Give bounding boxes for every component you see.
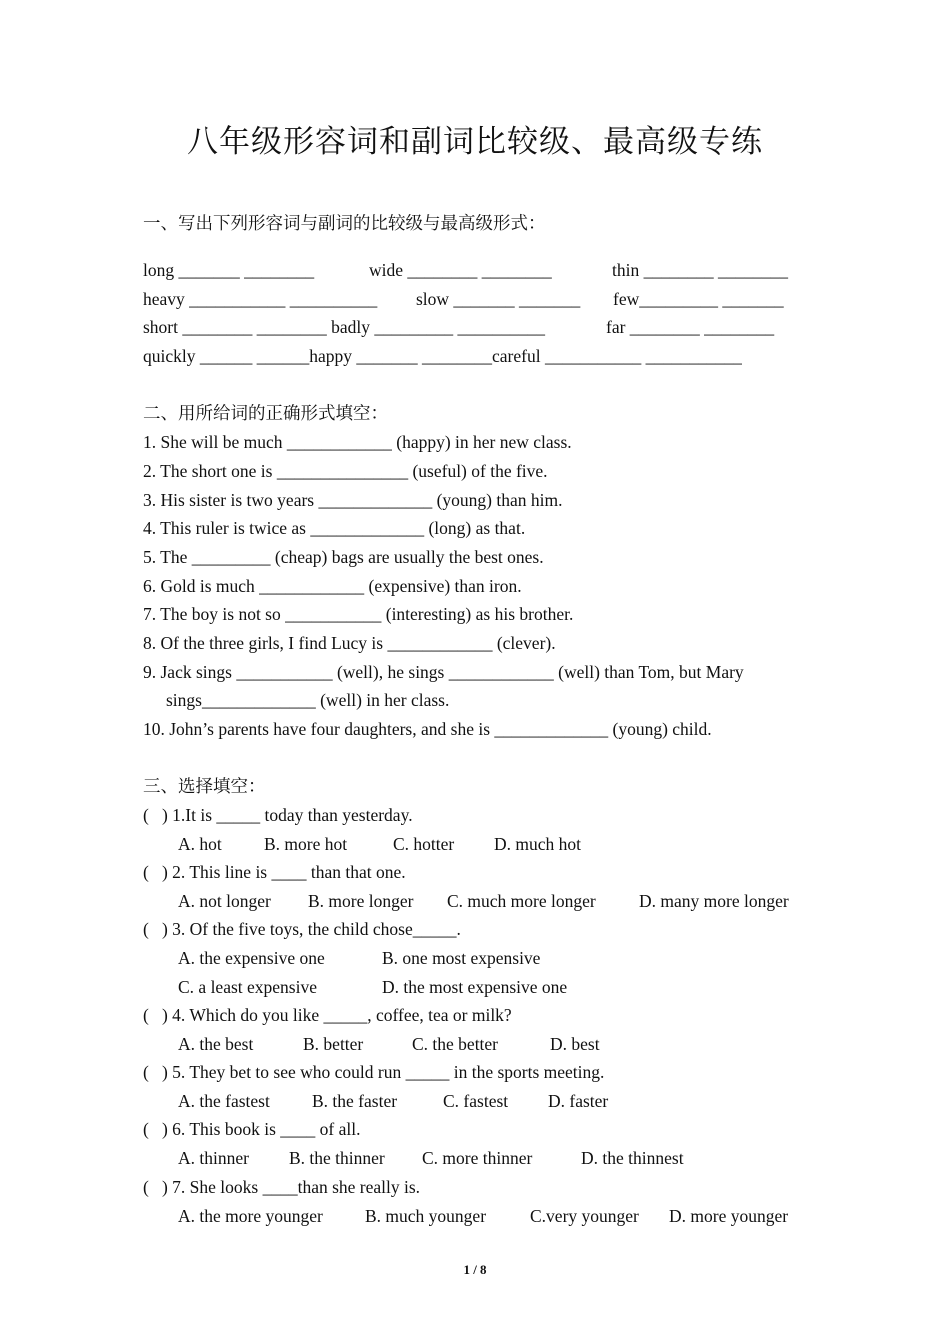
option: D. many more longer [639,891,789,911]
word-row: wide ________ ________ [369,260,552,280]
option: A. the more younger [178,1206,323,1226]
page-title: 八年级形容词和副词比较级、最高级专练 [187,124,763,159]
word-row: far ________ ________ [606,317,775,337]
question-stem: ( ) 5. They bet to see who could run _____ in the sports meeting. [143,1062,605,1082]
fill-item: 2. The short one is _______________ (useful) of the five. [143,461,548,481]
fill-item: 5. The _________ (cheap) bags are usually the best ones. [143,547,544,567]
section-heading: 三、选择填空： [143,776,266,796]
option: C.very younger [530,1206,639,1226]
option: D. much hot [494,834,582,854]
word-row: long _______ ________ [143,260,315,280]
question-stem: ( ) 3. Of the five toys, the child chose_____. [143,919,461,939]
option: A. the best [178,1034,254,1054]
option: C. more thinner [422,1148,533,1168]
option: C. fastest [443,1091,509,1111]
option: C. much more longer [447,891,596,911]
option: A. the expensive one [178,948,325,968]
question-stem: ( ) 2. This line is ____ than that one. [143,862,406,882]
option: A. the fastest [178,1091,270,1111]
word-row: slow _______ _______ [416,289,581,309]
option: D. faster [548,1091,609,1111]
word-row: short ________ ________ badly _________ __________ [143,317,546,337]
option: B. more hot [264,834,348,854]
question-stem: ( ) 1.It is _____ today than yesterday. [143,805,413,825]
option: B. one most expensive [382,948,541,968]
option: D. more younger [669,1206,789,1226]
question-stem: ( ) 4. Which do you like _____, coffee, tea or milk? [143,1005,512,1025]
fill-item-continuation: sings_____________ (well) in her class. [166,690,450,710]
option: B. the thinner [289,1148,385,1168]
fill-item: 3. His sister is two years _____________ (young) than him. [143,490,563,510]
option: B. better [303,1034,364,1054]
page-number: 1 / 8 [463,1262,487,1277]
fill-item: 6. Gold is much ____________ (expensive) than iron. [143,576,522,596]
word-row: heavy ___________ __________ [143,289,378,309]
option: A. hot [178,834,222,854]
fill-item: 1. She will be much ____________ (happy) in her new class. [143,432,572,452]
option: D. the most expensive one [382,977,568,997]
word-row: thin ________ ________ [612,260,788,280]
option: B. more longer [308,891,414,911]
word-row: few_________ _______ [613,289,784,309]
section-heading: 一、写出下列形容词与副词的比较级与最高级形式： [143,213,546,233]
fill-item: 9. Jack sings ___________ (well), he sings ____________ (well) than Tom, but Mary [143,662,744,682]
option: A. not longer [178,891,271,911]
fill-item: 10. John’s parents have four daughters, and she is _____________ (young) child. [143,719,712,739]
option: C. hotter [393,834,455,854]
option: D. the thinnest [581,1148,684,1168]
question-stem: ( ) 7. She looks ____than she really is. [143,1177,421,1197]
option: C. the better [412,1034,499,1054]
fill-item: 8. Of the three girls, I find Lucy is ____________ (clever). [143,633,556,653]
option: C. a least expensive [178,977,317,997]
word-row: quickly ______ ______happy _______ ________careful ___________ ___________ [143,346,742,366]
fill-item: 7. The boy is not so ___________ (interesting) as his brother. [143,604,574,624]
option: B. the faster [312,1091,398,1111]
option: D. best [550,1034,600,1054]
option: A. thinner [178,1148,249,1168]
fill-item: 4. This ruler is twice as _____________ (long) as that. [143,518,526,538]
option: B. much younger [365,1206,487,1226]
question-stem: ( ) 6. This book is ____ of all. [143,1119,361,1139]
section-heading: 二、用所给词的正确形式填空： [143,403,388,423]
